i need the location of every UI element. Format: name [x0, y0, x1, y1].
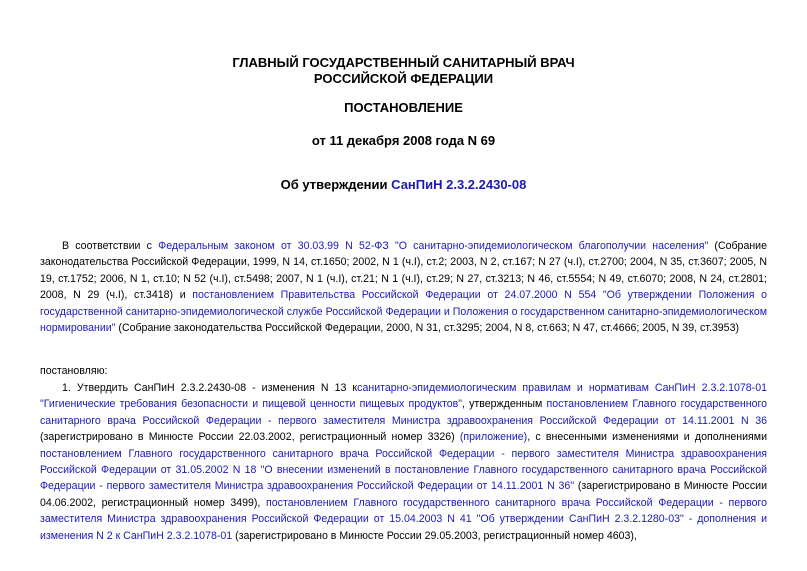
- preamble-text-3: (Собрание законодательства Российской Федерации, 2000, N 31, ст.3295; 2004, N 8, ст.663; N 47, ст.4666; 2005, N 39, ст.3953): [115, 322, 739, 335]
- sanpin-1078-link[interactable]: санитарно-эпидемиологическим правилам и нормативам СанПиН 2.3.2.1078-01 "Гигиенические требования безопасности и пищевой ценности пищевых продуктов": [40, 382, 767, 411]
- item-1-text-1: 1. Утвердить СанПиН 2.3.2.2430-08 - изменения N 13 к: [62, 382, 358, 394]
- issuer-line-2: РОССИЙСКОЙ ФЕДЕРАЦИИ: [313, 71, 494, 86]
- decree-18-link[interactable]: постановлением Главного государственного санитарного врача Российской Федерации - первого заместителя Министра здравоохранения Российской Федерации от 31.05.2002 N 18 "О внесении изменений в постановление Главного государственного санитарного врача Российской Федерации - первого заместителя Министра здравоохранения Российской Федерации от 14.11.2001 N 36": [40, 447, 767, 493]
- preamble-text-1: В соответствии с: [62, 240, 159, 252]
- item-1-paragraph: [40, 380, 767, 544]
- subject-link[interactable]: СанПиН 2.3.2.2430-08: [391, 177, 527, 192]
- document-date-number: от 11 декабря 2008 года N 69: [311, 133, 496, 148]
- issuer-line-1: ГЛАВНЫЙ ГОСУДАРСТВЕННЫЙ САНИТАРНЫЙ ВРАЧ: [232, 55, 575, 70]
- preamble-text-2: (Собрание законодательства Российской Федерации, 1999, N 14, ст.1650; 2002, N 1 (ч.I), ст.2; 2003, N 2, ст.167; N 27 (ч.I), ст.2700; 2004, N 35, ст.3607; 2005, N 19, ст.1752; 2006, N 1, ст.10; N 52 (ч.I), ст.5498; 2007, N 1 (ч.I), ст.21; N 1 (ч.I), ст.29; N 27, ст.3213; N 46, ст.5554; N 49, ст.6070; 2008, N 24, ст.2801; 2008, N 29 (ч.I), ст.3418) и: [40, 240, 767, 302]
- decree-36-link[interactable]: постановлением Главного государственного санитарного врача Российской Федерации - первого заместителя Министра здравоохранения Российской Федерации от 14.11.2001 N 36: [40, 398, 767, 427]
- federal-law-link[interactable]: Федеральным законом от 30.03.99 N 52-ФЗ "О санитарно-эпидемиологическом благополучии населения": [158, 240, 709, 252]
- item-1-text-6: (зарегистрировано в Минюсте России 29.05.2003, регистрационный номер 4603),: [232, 529, 637, 542]
- item-1-text-5: (зарегистрировано в Минюсте России 04.06.2002, регистрационный номер 3499),: [40, 480, 767, 509]
- government-decree-link[interactable]: постановлением Правительства Российской Федерации от 24.07.2000 N 554 "Об утверждении Положения о государственной санитарно-эпидемиологической службе Российской Федерации и Положения о государственном санитарно-эпидемиологическом нормировании": [40, 289, 767, 335]
- item-1-text-4: , с внесенными изменениями и дополнениями: [527, 431, 767, 444]
- preamble-paragraph: [40, 238, 767, 336]
- document-subject: [0, 177, 807, 193]
- appendix-link[interactable]: (приложение): [459, 431, 528, 444]
- document-type: ПОСТАНОВЛЕНИЕ: [344, 100, 463, 115]
- subject-prefix: Об утверждении: [280, 177, 392, 192]
- issuer-heading: [0, 55, 807, 87]
- item-1-text-3: (зарегистрировано в Минюсте России 22.03.2002, регистрационный номер 3326): [40, 431, 460, 444]
- resolve-word: постановляю:: [40, 365, 108, 377]
- item-1-text-2: , утвержденным: [462, 398, 547, 411]
- decree-41-link[interactable]: постановлением Главного государственного санитарного врача Российской Федерации - первого заместителя Министра здравоохранения Российской Федерации от 15.04.2003 N 41 "Об утверждении СанПиН 2.3.2.1280-03" - дополнения и изменения N 2 к СанПиН 2.3.2.1078-01: [40, 496, 767, 542]
